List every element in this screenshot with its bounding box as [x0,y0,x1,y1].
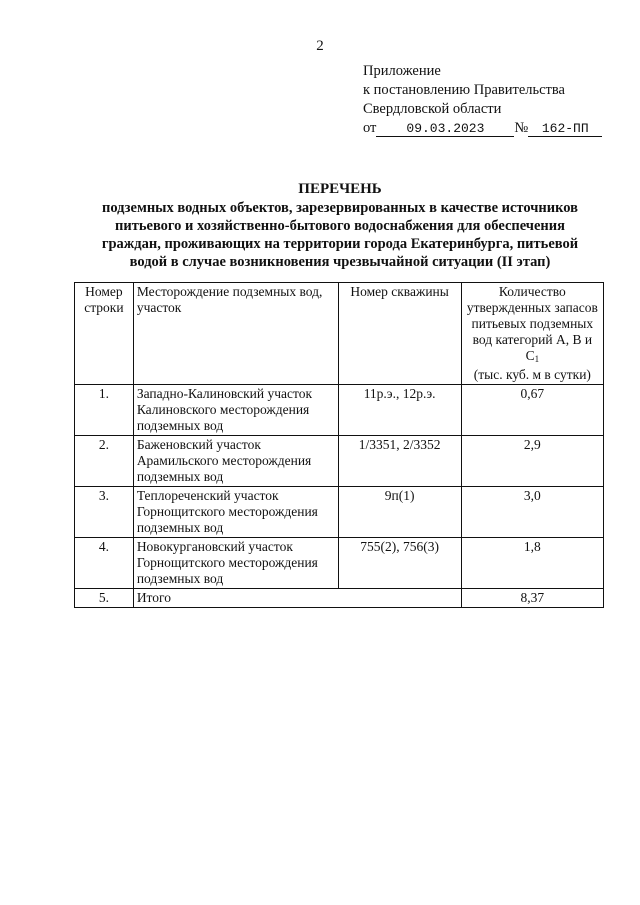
cell-deposit [133,385,338,436]
header-text: участок [136,300,182,315]
deposit-line: подземных вод [136,520,224,535]
deposit-line: подземных вод [136,571,224,586]
deposit-line: Калиновского месторождения [136,402,310,417]
subscript: 1 [534,354,540,364]
cell-wells: 9п(1) [338,487,461,538]
cell-amount: 3,0 [461,487,603,538]
cell-amount: 1,8 [461,538,603,589]
header-text: Месторождение подземных вод, [136,284,323,299]
cell-amount: 2,9 [461,436,603,487]
date-value: 09.03.2023 [376,122,514,137]
deposit-line: Новокургановский участок [136,539,293,554]
cell-wells: 1/3351, 2/3352 [338,436,461,487]
table-row [75,385,604,436]
title-line-4: водой в случае возникновения чрезвычайной ситуации (II этап) [129,254,551,270]
header-well-number [338,283,461,385]
deposit-line: Горнощитского месторождения [136,555,318,570]
cell-row-number: 3. [75,487,134,538]
appendix-line-3: Свердловской области [363,101,502,117]
cell-wells: 755(2), 756(3) [338,538,461,589]
table-total-row [75,589,604,608]
document-title [70,180,610,271]
header-text: Номер [85,284,123,299]
deposit-line: Теплореченский участок [136,488,279,503]
header-deposit [133,283,338,385]
date-prefix: от [363,120,377,136]
appendix-line-2: к постановлению Правительства [363,82,565,98]
cell-total-label: Итого [133,589,461,608]
cell-wells: 11р.э., 12р.э. [338,385,461,436]
table-header-row [75,283,604,385]
header-text: питьевых подземных [471,316,594,331]
header-text [465,332,600,367]
title-line-1: подземных водных объектов, зарезервированных в качестве источников [101,200,578,216]
title-heading: ПЕРЕЧЕНЬ [298,181,382,197]
header-text: утвержденных запасов [466,300,598,315]
deposit-line: Баженовский участок [136,437,261,452]
appendix-line-1: Приложение [363,63,441,79]
deposit-line: Западно-Калиновский участок [136,386,313,401]
header-text: Номер скважины [350,284,449,299]
deposit-line: подземных вод [136,418,224,433]
cell-deposit [133,538,338,589]
deposit-line: подземных вод [136,469,224,484]
header-text-part: вод категорий А, В и С [472,332,593,363]
number-prefix: № [514,120,529,136]
header-text: (тыс. куб. м в сутки) [473,367,591,382]
table-row [75,487,604,538]
title-line-2: питьевого и хозяйственно-бытового водоснабжения для обеспечения [115,218,565,234]
cell-row-number: 5. [75,589,134,608]
deposit-line: Арамильского месторождения [136,453,312,468]
reserves-table [74,282,604,608]
appendix-block [363,62,623,138]
cell-row-number: 2. [75,436,134,487]
cell-row-number: 1. [75,385,134,436]
header-text: Количество [498,284,566,299]
cell-deposit [133,436,338,487]
cell-row-number: 4. [75,538,134,589]
title-line-3: граждан, проживающих на территории города Екатеринбурга, питьевой [101,236,579,252]
cell-amount: 0,67 [461,385,603,436]
table-row [75,538,604,589]
cell-deposit [133,487,338,538]
header-row-number [75,283,134,385]
table-row [75,436,604,487]
header-text: строки [84,300,124,315]
appendix-date-line [363,119,623,138]
deposit-line: Горнощитского месторождения [136,504,318,519]
number-value: 162-ПП [528,122,602,137]
cell-total-amount: 8,37 [461,589,603,608]
page-number: 2 [316,38,324,54]
header-reserves [461,283,603,385]
